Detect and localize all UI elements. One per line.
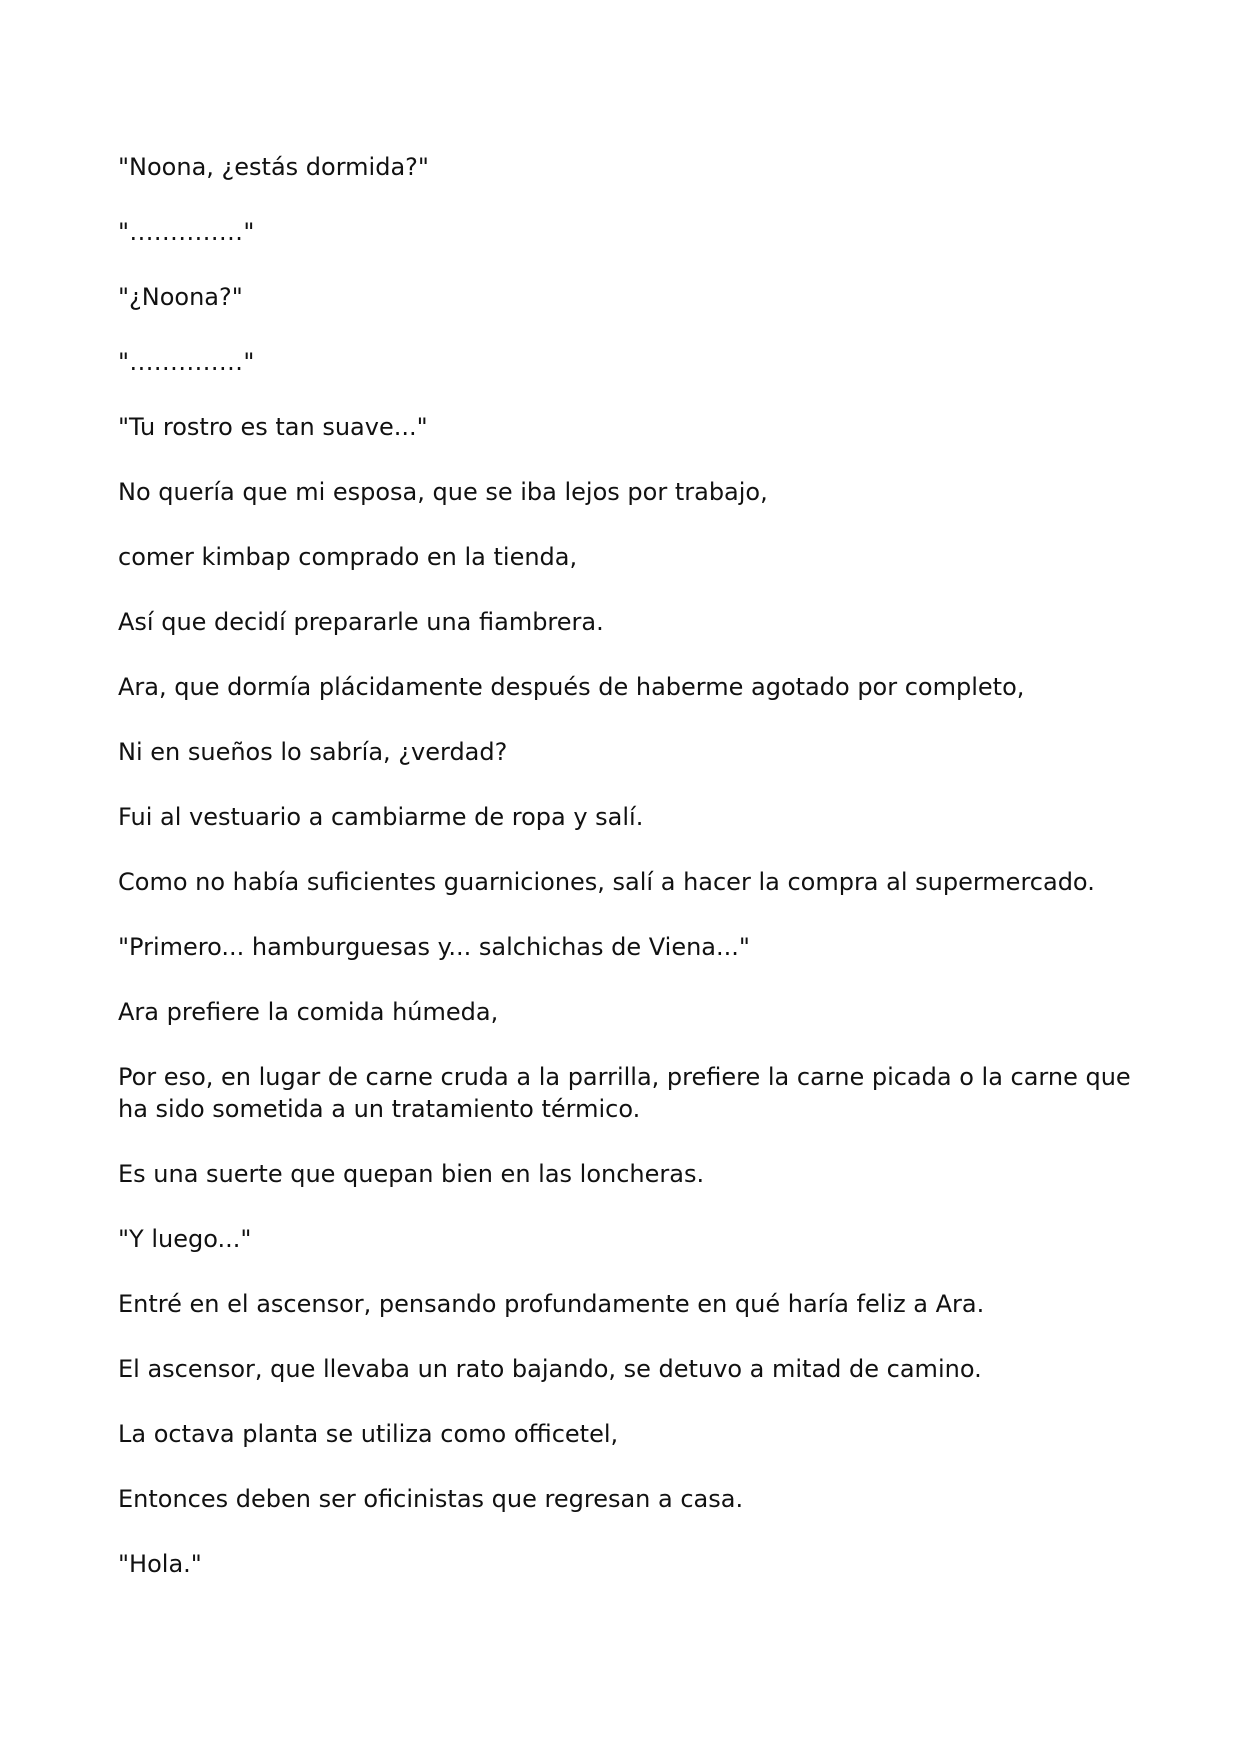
- paragraph: El ascensor, que llevaba un rato bajando, se detuvo a mitad de camino.: [118, 1355, 982, 1383]
- paragraph: Como no había suficientes guarniciones, salí a hacer la compra al supermercado.: [118, 868, 1095, 896]
- paragraph: Ni en sueños lo sabría, ¿verdad?: [118, 738, 508, 766]
- paragraph: Fui al vestuario a cambiarme de ropa y salí.: [118, 803, 644, 831]
- paragraph: Entonces deben ser oficinistas que regresan a casa.: [118, 1485, 744, 1513]
- paragraph: No quería que mi esposa, que se iba lejos por trabajo,: [118, 478, 768, 506]
- paragraph: "Tu rostro es tan suave...": [118, 413, 428, 441]
- paragraph: "Primero... hamburguesas y... salchichas de Viena...": [118, 933, 750, 961]
- paragraph: "..............": [118, 218, 255, 246]
- paragraph: Entré en el ascensor, pensando profundamente en qué haría feliz a Ara.: [118, 1290, 985, 1318]
- paragraph: "¿Noona?": [118, 283, 243, 311]
- document-body: [118, 151, 1138, 1613]
- paragraph: La octava planta se utiliza como officetel,: [118, 1420, 619, 1448]
- paragraph: comer kimbap comprado en la tienda,: [118, 543, 578, 571]
- paragraph: Ara prefiere la comida húmeda,: [118, 998, 499, 1026]
- paragraph: "Y luego...": [118, 1225, 252, 1253]
- paragraph: "Noona, ¿estás dormida?": [118, 153, 429, 181]
- paragraph: Por eso, en lugar de carne cruda a la parrilla, prefiere la carne picada o la carne que ha sido sometida a un tratamiento térmico.: [118, 1063, 1131, 1123]
- paragraph: Es una suerte que quepan bien en las loncheras.: [118, 1160, 705, 1188]
- paragraph: Así que decidí prepararle una fiambrera.: [118, 608, 604, 636]
- paragraph: "..............": [118, 348, 255, 376]
- paragraph: "Hola.": [118, 1550, 202, 1578]
- paragraph: Ara, que dormía plácidamente después de haberme agotado por completo,: [118, 673, 1025, 701]
